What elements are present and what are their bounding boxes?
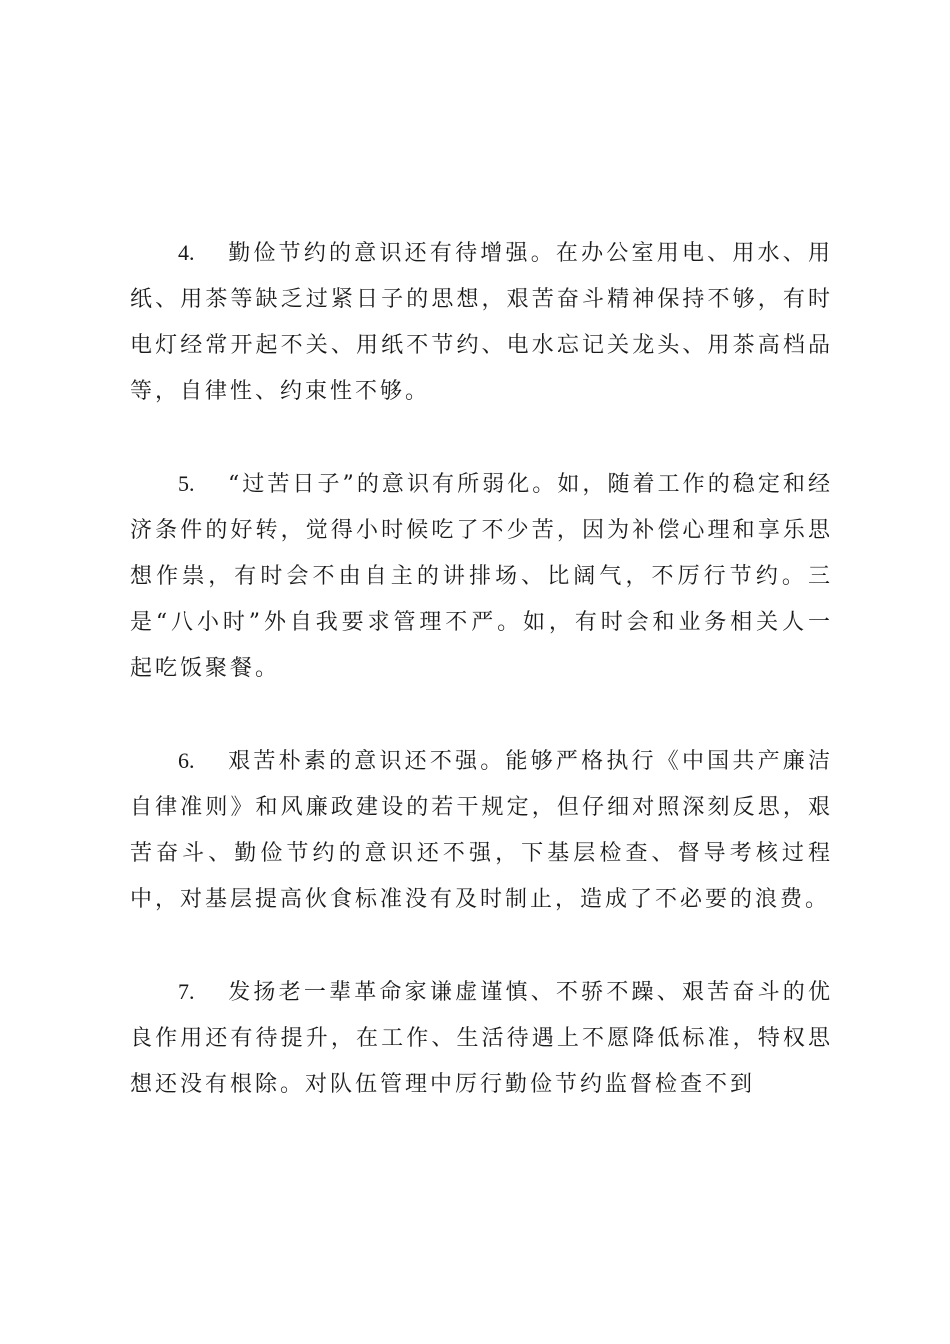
paragraph-number: 7. xyxy=(178,979,195,1004)
paragraph-number: 4. xyxy=(178,240,195,265)
paragraph-number: 6. xyxy=(178,748,195,773)
paragraph-text: 发扬老一辈革命家谦虚谨慎、不骄不躁、艰苦奋斗的优良作用还有待提升，在工作、生活待遇上不愿降低标准，特权思想还没有根除。对队伍管理中厉行勤俭节约监督检查不到 xyxy=(130,980,833,1097)
paragraph-6 xyxy=(130,738,833,923)
paragraph-number: 5. xyxy=(178,471,195,496)
paragraph-7 xyxy=(130,969,833,1108)
paragraph-text: 艰苦朴素的意识还不强。能够严格执行《中国共产廉洁自律准则》和风廉政建设的若干规定，但仔细对照深刻反思，艰苦奋斗、勤俭节约的意识还不强，下基层检查、督导考核过程中，对基层提高伙食标准没有及时制止，造成了不必要的浪费。 xyxy=(130,749,833,912)
paragraph-text: 勤俭节约的意识还有待增强。在办公室用电、用水、用纸、用茶等缺乏过紧日子的思想，艰苦奋斗精神保持不够，有时电灯经常开起不关、用纸不节约、电水忘记关龙头、用茶高档品等，自律性、约束性不够。 xyxy=(130,241,833,404)
document-body xyxy=(130,230,833,1154)
paragraph-4 xyxy=(130,230,833,415)
paragraph-text: “过苦日子”的意识有所弱化。如，随着工作的稳定和经济条件的好转，觉得小时候吃了不少苦，因为补偿心理和享乐思想作祟，有时会不由自主的讲排场、比阔气，不厉行节约。三是“八小时”外自我要求管理不严。如，有时会和业务相关人一起吃饭聚餐。 xyxy=(130,472,833,681)
paragraph-5 xyxy=(130,461,833,692)
